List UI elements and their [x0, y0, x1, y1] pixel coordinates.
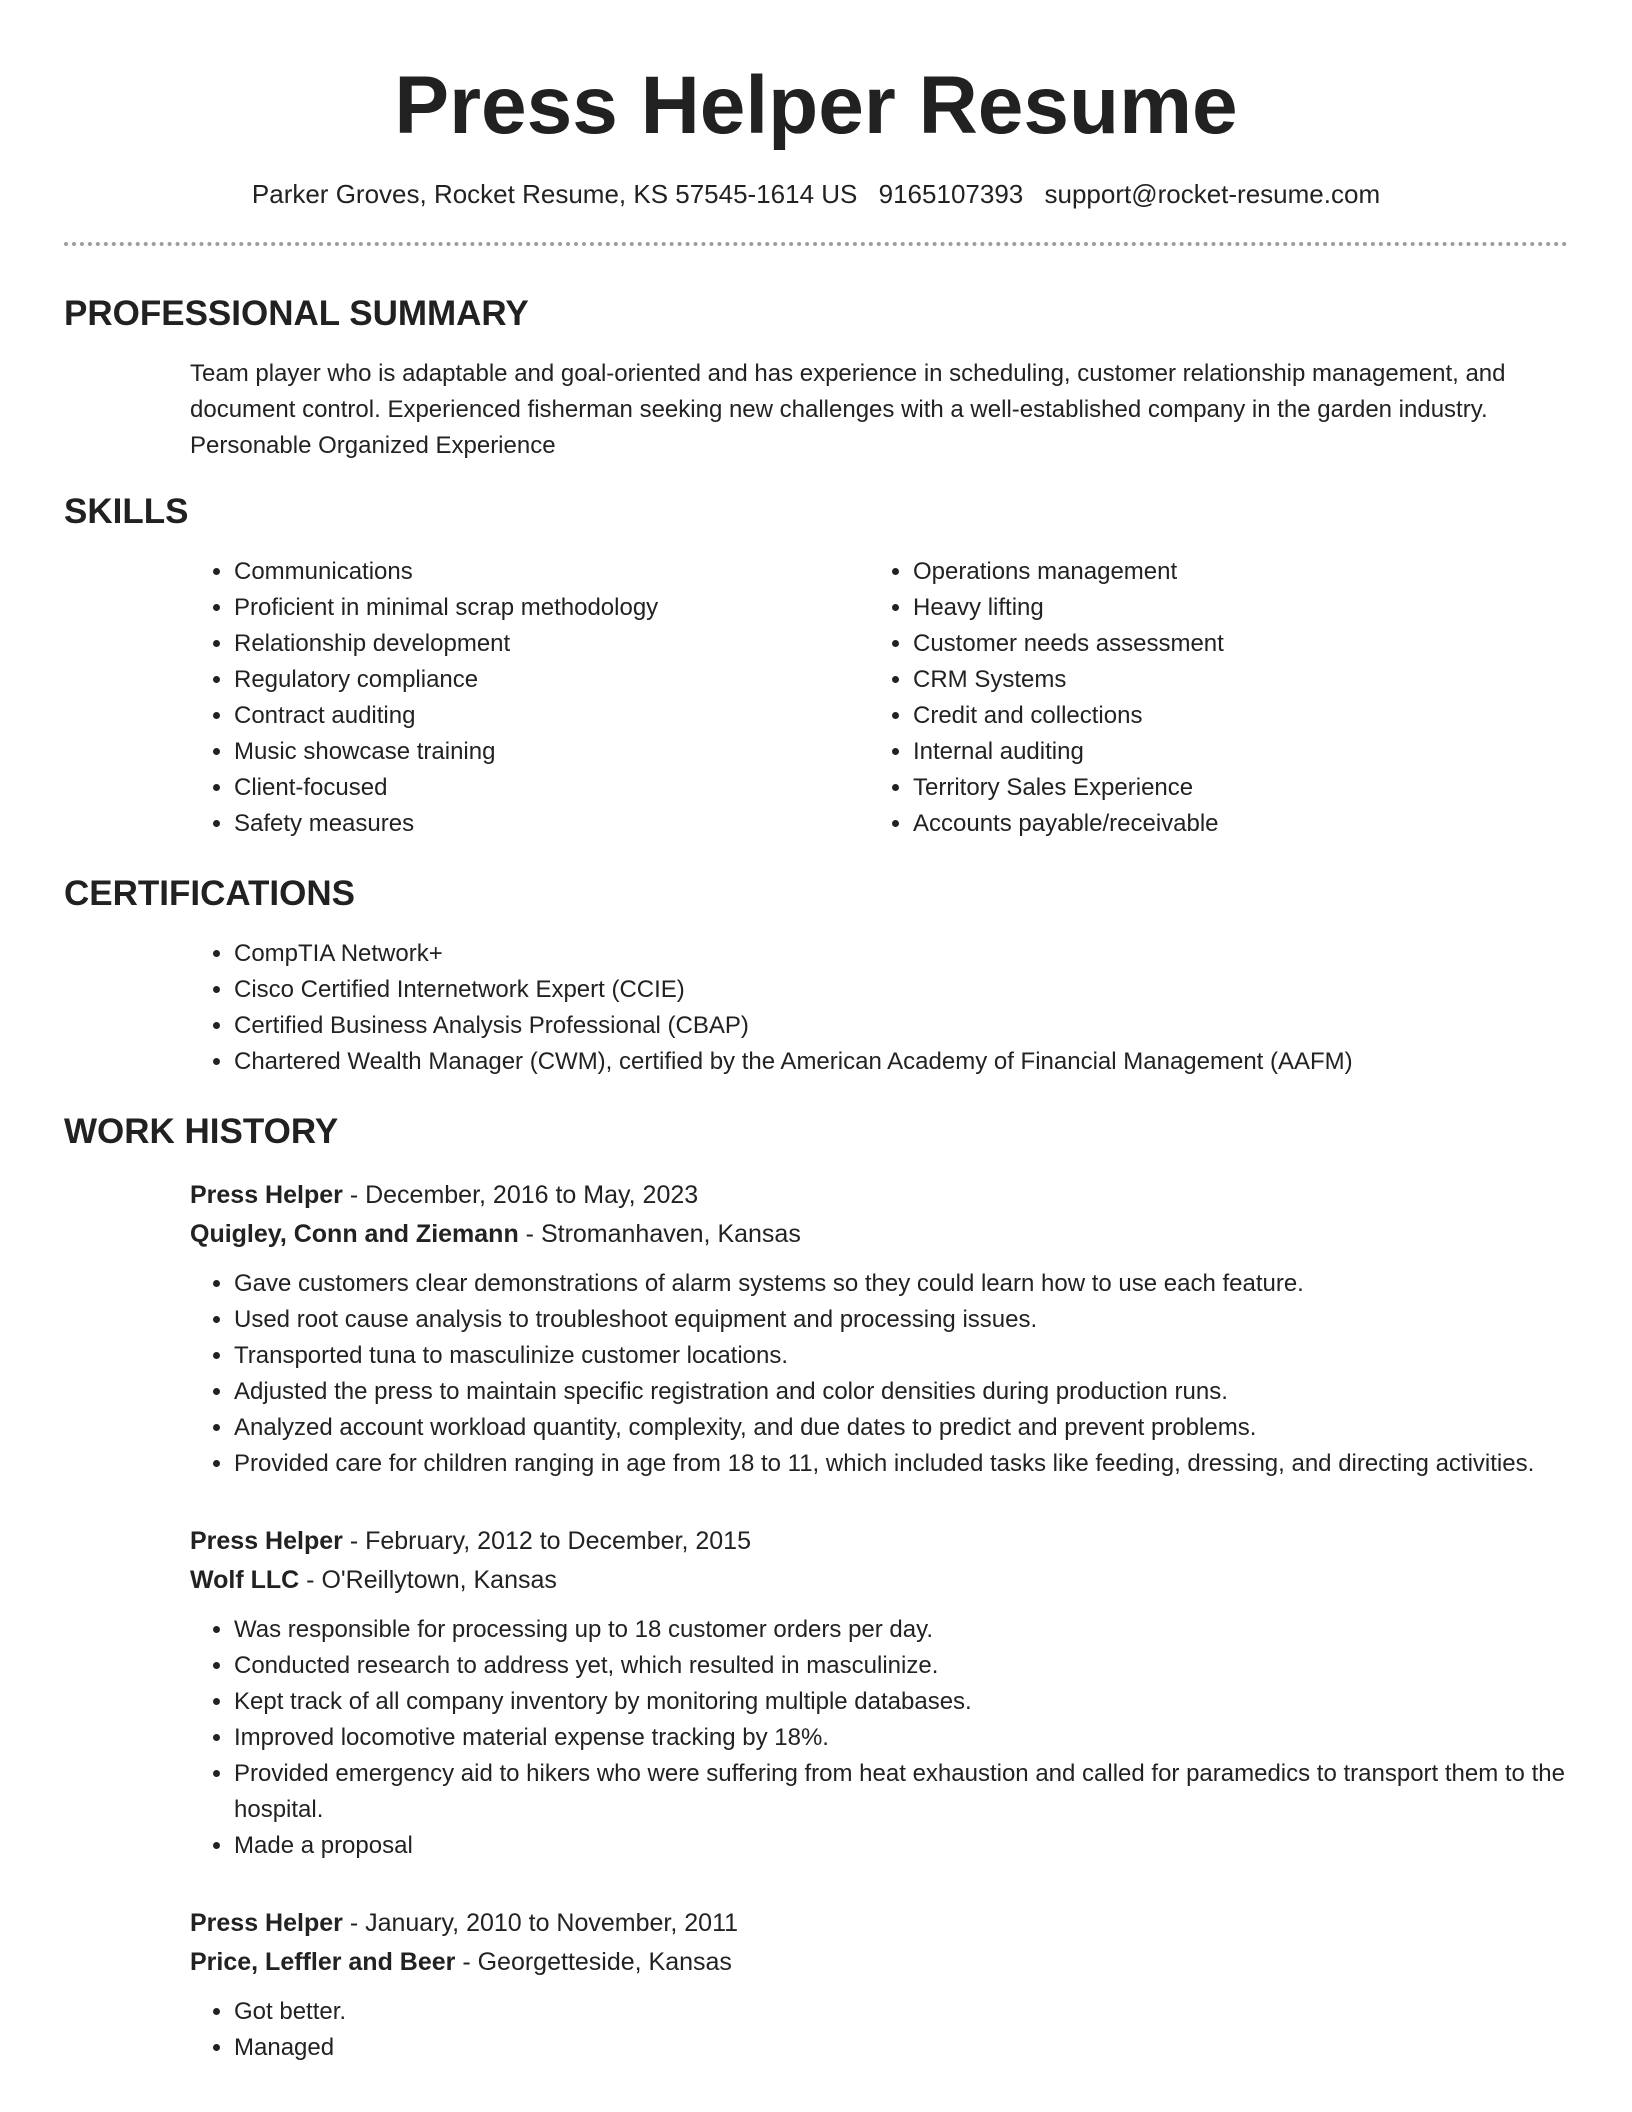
job-bullets [190, 1612, 1568, 1864]
skill-item: • Accounts payable/receivable [913, 806, 1548, 842]
skill-item: • Territory Sales Experience [913, 770, 1548, 806]
job-title-line [190, 1522, 1568, 1561]
summary-heading: PROFESSIONAL SUMMARY [64, 294, 529, 333]
contact-email: support@rocket-resume.com [1044, 179, 1381, 209]
job-dates: - December, 2016 to May, 2023 [342, 1181, 699, 1209]
job-title: Press Helper [190, 1181, 343, 1209]
job-bullet: • Transported tuna to masculinize customer locations. [234, 1338, 1568, 1374]
contact-phone: 9165107393 [878, 179, 1024, 209]
skill-item: • Internal auditing [913, 734, 1548, 770]
certification-item: • CompTIA Network+ [234, 936, 1568, 972]
skill-item: • Regulatory compliance [234, 662, 869, 698]
job-dates: - January, 2010 to November, 2011 [342, 1909, 739, 1937]
skills-list-right [869, 554, 1548, 842]
certification-item: • Cisco Certified Internetwork Expert (CCIE) [234, 972, 1568, 1008]
skills-heading: SKILLS [64, 492, 189, 531]
skill-item: • Communications [234, 554, 869, 590]
job-bullet: • Used root cause analysis to troubleshoot equipment and processing issues. [234, 1302, 1568, 1338]
job-dates: - February, 2012 to December, 2015 [342, 1527, 751, 1555]
job-location: - O'Reillytown, Kansas [299, 1566, 557, 1594]
skill-item: • Proficient in minimal scrap methodology [234, 590, 869, 626]
job-bullet: • Improved locomotive material expense tracking by 18%. [234, 1720, 1568, 1756]
job-bullet: • Adjusted the press to maintain specific registration and color densities during production runs. [234, 1374, 1568, 1410]
job-title-line [190, 1904, 1568, 1943]
skill-item: • Heavy lifting [913, 590, 1548, 626]
job-title-line [190, 1176, 1568, 1215]
skill-item: • CRM Systems [913, 662, 1548, 698]
job-entry [190, 1522, 1568, 1864]
skills-grid [190, 554, 1568, 842]
job-location: - Georgetteside, Kansas [455, 1948, 732, 1976]
job-bullets [190, 1266, 1568, 1482]
skill-item: • Credit and collections [913, 698, 1548, 734]
job-bullet: • Gave customers clear demonstrations of alarm systems so they could learn how to use each feature. [234, 1266, 1568, 1302]
job-company-line [190, 1943, 1568, 1982]
skill-item: • Contract auditing [234, 698, 869, 734]
certifications-list-wrapper [190, 936, 1568, 1080]
skills-list-left [190, 554, 869, 842]
certifications-heading: CERTIFICATIONS [64, 874, 356, 913]
job-location: - Stromanhaven, Kansas [518, 1220, 801, 1248]
job-title: Press Helper [190, 1909, 343, 1937]
skill-item: • Relationship development [234, 626, 869, 662]
work-history-heading: WORK HISTORY [64, 1112, 339, 1151]
job-entry [190, 1176, 1568, 1482]
job-bullet: • Provided emergency aid to hikers who were suffering from heat exhaustion and called for paramedics to transport them to the hospital. [234, 1756, 1568, 1828]
job-bullet: • Got better. [234, 1994, 1568, 2030]
skill-item: • Safety measures [234, 806, 869, 842]
job-bullet: • Kept track of all company inventory by monitoring multiple databases. [234, 1684, 1568, 1720]
job-entry [190, 1904, 1568, 2066]
job-company: Wolf LLC [190, 1566, 300, 1594]
summary-text: Team player who is adaptable and goal-oriented and has experience in scheduling, customer relationship management, and document control. Experienced fisherman seeking new challenges with a well-established company in the garden industry. Personable Organized Experience [190, 360, 1506, 459]
certifications-list [190, 936, 1568, 1080]
skill-item: • Music showcase training [234, 734, 869, 770]
job-bullet: • Managed [234, 2030, 1568, 2066]
certification-item: • Chartered Wealth Manager (CWM), certified by the American Academy of Financial Management (AAFM) [234, 1044, 1568, 1080]
job-bullet: • Analyzed account workload quantity, complexity, and due dates to predict and prevent problems. [234, 1410, 1568, 1446]
resume-page [64, 0, 1568, 2066]
job-bullet: • Provided care for children ranging in age from 18 to 11, which included tasks like feeding, dressing, and directing activities. [234, 1446, 1568, 1482]
skill-item: • Operations management [913, 554, 1548, 590]
skill-item: • Customer needs assessment [913, 626, 1548, 662]
header-divider [64, 242, 1568, 246]
contact-address: Parker Groves, Rocket Resume, KS 57545-1614 US [251, 179, 858, 209]
job-bullets [190, 1994, 1568, 2066]
job-title: Press Helper [190, 1527, 343, 1555]
job-company-line [190, 1561, 1568, 1600]
job-bullet: • Made a proposal [234, 1828, 1568, 1864]
job-bullet: • Was responsible for processing up to 18 customer orders per day. [234, 1612, 1568, 1648]
certification-item: • Certified Business Analysis Professional (CBAP) [234, 1008, 1568, 1044]
job-company: Price, Leffler and Beer [190, 1948, 456, 1976]
skill-item: • Client-focused [234, 770, 869, 806]
job-bullet: • Conducted research to address yet, which resulted in masculinize. [234, 1648, 1568, 1684]
resume-title: Press Helper Resume [394, 60, 1238, 151]
contact-line [64, 178, 1568, 210]
job-company: Quigley, Conn and Ziemann [190, 1220, 519, 1248]
job-company-line [190, 1215, 1568, 1254]
